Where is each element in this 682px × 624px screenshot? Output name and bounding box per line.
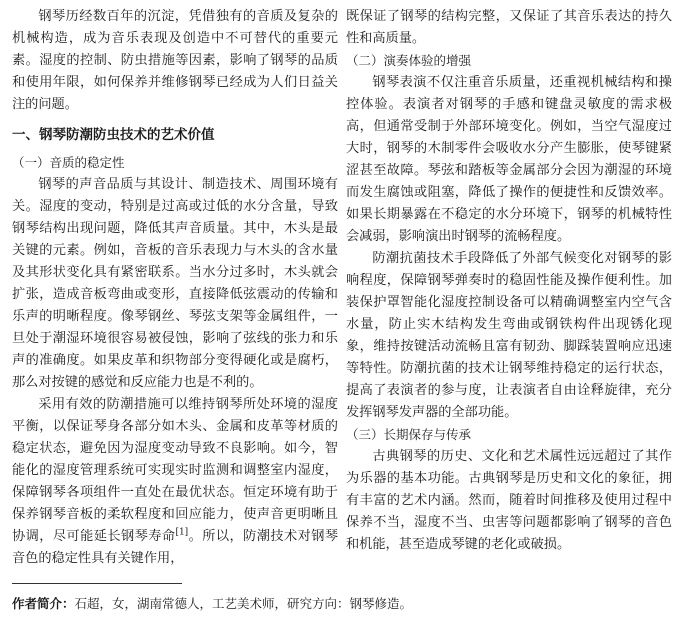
author-footnote bbox=[12, 594, 672, 614]
section-heading: 一、钢琴防潮防虫技术的艺术价值 bbox=[12, 127, 215, 143]
paragraph-text: 。所以，防潮技术对钢琴音色的稳定性具有关键作用， bbox=[12, 529, 339, 566]
footnote-label: 作者简介： bbox=[12, 596, 75, 611]
subsection-2-paragraph-2: 防潮抗菌技术手段降低了外部气候变化对钢琴的影响程度，保障钢琴弹奏时的稳固性能及操作便利性。加装保护罩智能化湿度控制设备可以精确调整室内空气含水量，防止实木结构发生弯曲或钢铁构件出现锈化现象，维持按键活动流畅且富有韧劲、脚踩装置响应迅速等特性。防潮抗菌的技术让钢琴维持稳定的运行状态，提高了表演者的参与度，让表演者自由诠释旋律，充分发挥钢琴发声器的全部功能。 bbox=[346, 251, 672, 420]
right-column bbox=[346, 6, 672, 556]
continued-paragraph: 既保证了钢琴的结构完整，又保证了其音乐表达的持久性和高质量。 bbox=[346, 9, 672, 46]
footnote-divider bbox=[12, 583, 182, 584]
subsection-3-heading: （三）长期保存与传承 bbox=[346, 427, 472, 442]
left-column bbox=[12, 6, 338, 570]
footnote-text: 石超，女，湖南常德人，工艺美术师，研究方向：钢琴修造。 bbox=[74, 596, 413, 611]
paragraph-text: 采用有效的防潮措施可以维持钢琴所处环境的湿度平衡，以保证琴身各部分如木头、金属和皮革等材质的稳定状态，避免因为湿度变动导致不良影响。如今，智能化的湿度管理系统可实现实时监测和调整室内湿度，保障钢琴各项组件一直处在最优状态。恒定环境有助于保养钢琴音板的柔软程度和回应能力，使声音更明晰且协调，尽可能延长钢琴寿命 bbox=[12, 397, 338, 544]
subsection-2-paragraph-1: 钢琴表演不仅注重音乐质量，还重视机械结构和操控体验。表演者对钢琴的手感和键盘灵敏度的需求极高，但通常受制于外部环境变化。例如，当空气湿度过大时，钢琴的木制零件会吸收水分产生膨胀，使琴键紧涩甚至故障。琴弦和踏板等金属部分会因为潮湿的环境而发生腐蚀或阻塞，降低了操作的便捷性和反馈效率。如果长期暴露在不稳定的水分环境下，钢琴的机械特性会减弱，影响演出时钢琴的流畅程度。 bbox=[346, 75, 672, 244]
subsection-1-heading: （一）音质的稳定性 bbox=[12, 155, 125, 170]
intro-paragraph: 钢琴历经数百年的沉淀，凭借独有的音质及复杂的机械构造，成为音乐表现及创造中不可替代的重要元素。湿度的控制、防虫措施等因素，影响了钢琴的品质和使用年限，如何保养并维修钢琴已经成为人们日益关注的问题。 bbox=[12, 9, 338, 112]
citation-ref: [1] bbox=[175, 527, 189, 538]
subsection-1-paragraph-2 bbox=[12, 394, 338, 570]
subsection-1-paragraph-1: 钢琴的声音品质与其设计、制造技术、周围环境有关。湿度的变动，特别是过高或过低的水分含量，导致钢琴结构出现问题，降低其声音质量。其中，木头是最关键的元素。例如，音板的音乐表现力与木头的含水量及其形状变化具有紧密联系。当水分过多时，木头就会扩张，造成音板弯曲或变形，直接降低弦震动的传输和乐声的明晰程度。像琴钢丝、琴弦支架等金属组件，一旦处于潮湿环境很容易被侵蚀，影响了弦线的张力和乐声的准确度。如果皮革和织物部分变得硬化或是腐朽，那么对按键的感觉和反应能力也是不利的。 bbox=[12, 177, 338, 390]
subsection-2-heading: （二）演奏体验的增强 bbox=[346, 53, 472, 68]
subsection-3-paragraph-1: 古典钢琴的历史、文化和艺术属性远远超过了其作为乐器的基本功能。古典钢琴是历史和文化的象征，拥有丰富的艺术内涵。然而，随着时间推移及使用过程中保养不当，湿度不当、虫害等问题都影响了钢琴的音色和机能，甚至造成琴键的老化或破损。 bbox=[346, 449, 672, 552]
